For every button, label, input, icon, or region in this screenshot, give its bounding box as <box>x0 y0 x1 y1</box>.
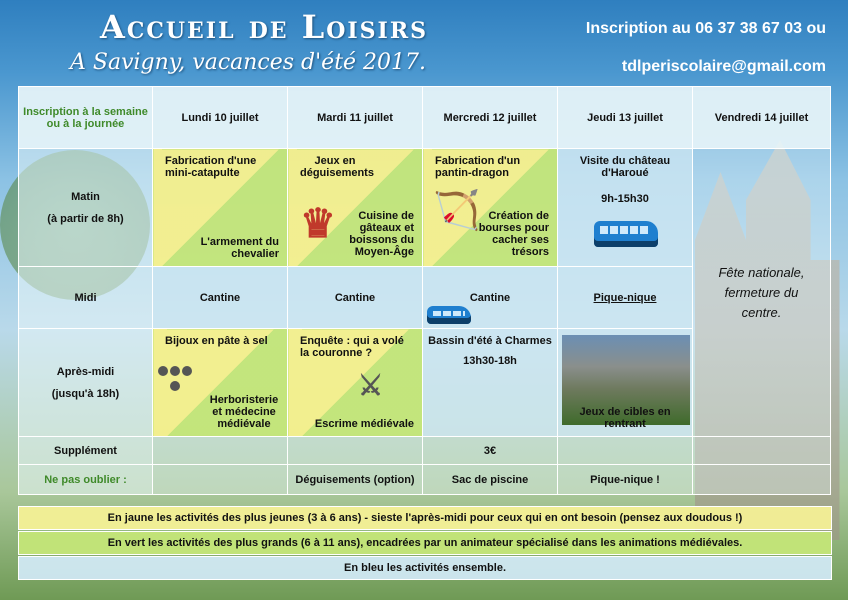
activity-bassin-time: 13h30-18h <box>463 355 517 367</box>
cell-apres-midi-mardi <box>288 329 423 437</box>
cell-midi-mardi: Cantine <box>288 267 423 329</box>
label-matin-sub: (à partir de 8h) <box>47 212 124 225</box>
cell-supplement-vendredi <box>693 437 831 465</box>
label-apres-midi: Après-midi <box>56 365 115 378</box>
sword-icon: ⚔ <box>358 370 384 401</box>
cell-oublier-vendredi <box>693 465 831 495</box>
activity-visite-time: 9h-15h30 <box>601 193 649 205</box>
bus-icon <box>594 221 658 247</box>
cell-oublier-mardi: Déguisements (option) <box>288 465 423 495</box>
schedule-table <box>18 86 831 495</box>
cell-midi-mercredi <box>423 267 558 329</box>
cell-supplement-mardi <box>288 437 423 465</box>
crown-icon: ♛ <box>300 202 336 246</box>
row-label-apres-midi <box>19 329 153 437</box>
activity-mini-catapulte: Fabrication d'une mini-catapulte <box>165 155 257 179</box>
row-ne-pas-oublier <box>19 465 831 495</box>
activity-cuisine-moyen-age: Cuisine de gâteaux et boissons du Moyen-Âge <box>349 210 414 258</box>
page-title: Accueil de Loisirs <box>100 8 428 46</box>
bus-icon-small <box>427 306 471 324</box>
activity-bijoux-pate-sel: Bijoux en pâte à sel <box>165 335 268 347</box>
row-label-supplement: Supplément <box>19 437 153 465</box>
activity-escrime: Escrime médiévale <box>314 418 414 430</box>
activity-bourses-tresors: Création de bourses pour cacher ses trésors <box>478 210 549 258</box>
cell-apres-midi-mercredi <box>423 329 558 437</box>
row-label-midi: Midi <box>19 267 153 329</box>
cell-matin-mercredi <box>423 149 558 267</box>
activity-pantin-dragon: Fabrication d'un pantin-dragon <box>435 155 521 179</box>
day-header-mercredi: Mercredi 12 juillet <box>423 87 558 149</box>
cell-apres-midi-lundi <box>153 329 288 437</box>
cell-midi-jeudi <box>558 267 693 329</box>
row-label-ne-pas-oublier: Ne pas oublier : <box>19 465 153 495</box>
page-subtitle: A Savigny, vacances d'été 2017. <box>70 50 427 75</box>
vendredi-closed-text: Fête nationale, fermeture du centre. <box>718 264 805 320</box>
cell-oublier-jeudi: Pique-nique ! <box>558 465 693 495</box>
row-matin <box>19 149 831 267</box>
cell-supplement-lundi <box>153 437 288 465</box>
row-supplement <box>19 437 831 465</box>
activity-visite-chateau: Visite du château d'Haroué <box>579 155 671 179</box>
cell-oublier-mercredi: Sac de piscine <box>423 465 558 495</box>
cell-matin-jeudi <box>558 149 693 267</box>
legend-green: En vert les activités des plus grands (6 à 11 ans), encadrées par un animateur spécialisé dans les animations médiévales. <box>18 531 832 555</box>
contact-phone: Inscription au 06 37 38 67 03 ou <box>585 20 826 37</box>
activity-armement-chevalier: L'armement du chevalier <box>200 236 279 260</box>
header-row <box>19 87 831 149</box>
cell-oublier-lundi <box>153 465 288 495</box>
cell-matin-lundi <box>153 149 288 267</box>
activity-enquete-couronne: Enquête : qui a volé la couronne ? <box>300 335 404 359</box>
cell-supplement-mercredi: 3€ <box>423 437 558 465</box>
row-label-matin <box>19 149 153 267</box>
contact-email[interactable]: tdlperiscolaire@gmail.com <box>621 58 826 75</box>
activity-jeux-cibles: Jeux de cibles en rentrant <box>579 406 671 430</box>
day-header-mardi: Mardi 11 juillet <box>288 87 423 149</box>
stones-icon <box>157 365 193 395</box>
cell-vendredi <box>693 149 831 437</box>
day-header-vendredi: Vendredi 14 juillet <box>693 87 831 149</box>
legend-yellow: En jaune les activités des plus jeunes (3 à 6 ans) - sieste l'après-midi pour ceux qui en ont besoin (pensez aux doudous !) <box>18 506 832 530</box>
label-matin: Matin <box>71 190 100 203</box>
cell-matin-mardi <box>288 149 423 267</box>
activity-herboristerie: Herboristerie et médecine médiévale <box>209 394 279 430</box>
cell-apres-midi-jeudi <box>558 329 693 437</box>
midi-mercredi-text: Cantine <box>469 291 511 304</box>
activity-jeux-deguisements: Jeux en déguisements <box>300 155 374 179</box>
label-apres-midi-sub: (jusqu'à 18h) <box>51 387 120 400</box>
day-header-lundi: Lundi 10 juillet <box>153 87 288 149</box>
cell-supplement-jeudi <box>558 437 693 465</box>
midi-jeudi-text: Pique-nique <box>593 291 657 304</box>
cell-midi-lundi: Cantine <box>153 267 288 329</box>
dragon-icon: 🏹 <box>433 190 481 232</box>
corner-cell: Inscription à la semaine ou à la journée <box>19 87 153 149</box>
activity-bassin-ete: Bassin d'été à Charmes <box>428 335 552 347</box>
day-header-jeudi: Jeudi 13 juillet <box>558 87 693 149</box>
legend-blue: En bleu les activités ensemble. <box>18 556 832 580</box>
